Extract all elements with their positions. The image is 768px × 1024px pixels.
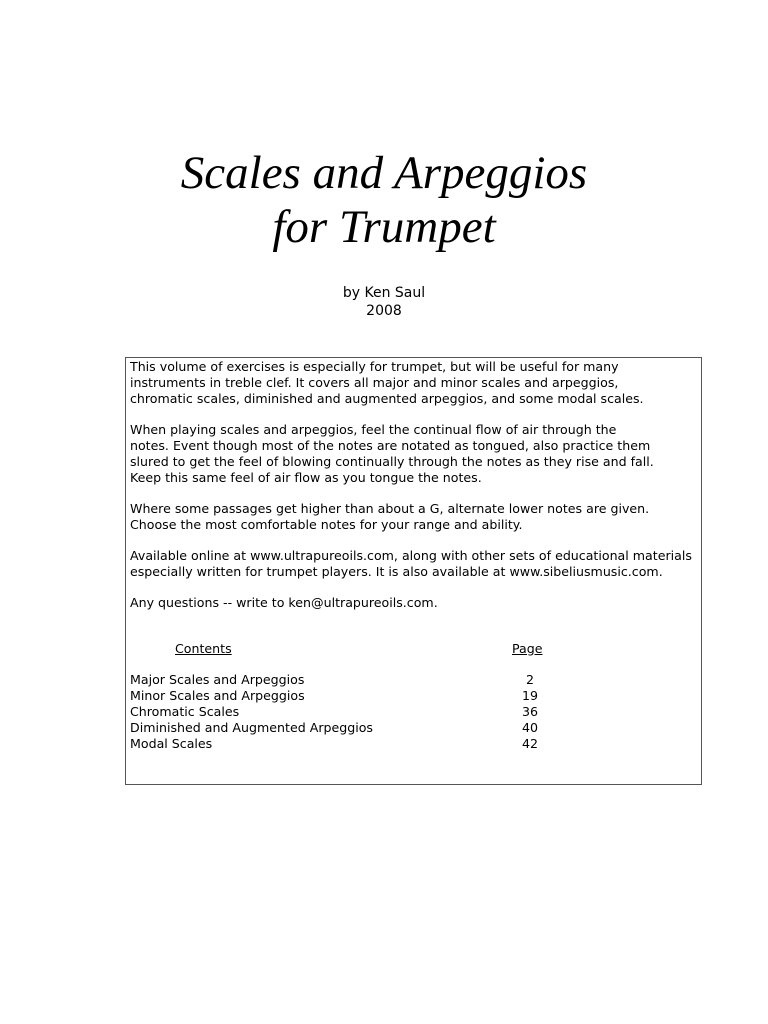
contents-header bbox=[130, 641, 701, 657]
paragraph-line: chromatic scales, diminished and augmented arpeggios, and some modal scales. bbox=[130, 391, 644, 406]
paragraph-line: slured to get the feel of blowing continually through the notes as they rise and fall. bbox=[130, 454, 654, 469]
title-line-2: for Trumpet bbox=[272, 201, 496, 253]
range-paragraph bbox=[130, 501, 701, 533]
table-of-contents bbox=[130, 641, 701, 761]
contents-entry-page: 36 bbox=[521, 704, 539, 719]
availability-paragraph bbox=[130, 548, 701, 580]
paragraph-line: Choose the most comfortable notes for your range and ability. bbox=[130, 517, 523, 532]
contents-entry-label: Major Scales and Arpeggios bbox=[130, 672, 305, 687]
author: by Ken Saul bbox=[342, 285, 426, 301]
contents-entry bbox=[130, 720, 701, 736]
paragraph-line: This volume of exercises is especially for trumpet, but will be useful for many bbox=[130, 359, 619, 374]
paragraph-line: instruments in treble clef. It covers all major and minor scales and arpeggios, bbox=[130, 375, 619, 390]
contents-entry bbox=[130, 688, 701, 704]
contents-entry-label: Chromatic Scales bbox=[130, 704, 240, 719]
paragraph-line: Available online at www.ultrapureoils.com, along with other sets of educational materials bbox=[130, 548, 692, 563]
paragraph-line: Where some passages get higher than about a G, alternate lower notes are given. bbox=[130, 501, 650, 516]
year: 2008 bbox=[366, 303, 402, 319]
paragraph-line: Keep this same feel of air flow as you tongue the notes. bbox=[130, 470, 482, 485]
title-line-1: Scales and Arpeggios bbox=[180, 147, 588, 199]
paragraph-line: notes. Event though most of the notes are notated as tongued, also practice them bbox=[130, 438, 651, 453]
intro-paragraph bbox=[130, 359, 701, 407]
contents-entry-page: 42 bbox=[521, 736, 539, 751]
airflow-paragraph bbox=[130, 422, 701, 486]
contents-entry-label: Modal Scales bbox=[130, 736, 213, 751]
paragraph-line: especially written for trumpet players. It is also available at www.sibeliusmusic.com. bbox=[130, 564, 663, 579]
contents-entry-page: 2 bbox=[525, 672, 534, 687]
paragraph-line: Any questions -- write to ken@ultrapureoils.com. bbox=[130, 595, 438, 610]
contents-entry-page: 19 bbox=[521, 688, 539, 703]
paragraph-line: When playing scales and arpeggios, feel the continual flow of air through the bbox=[130, 422, 617, 437]
contents-entry bbox=[130, 672, 701, 688]
contents-entry-label: Minor Scales and Arpeggios bbox=[130, 688, 305, 703]
contents-entry-page: 40 bbox=[521, 720, 539, 735]
questions-paragraph bbox=[130, 595, 701, 611]
info-box bbox=[125, 357, 702, 785]
document-title bbox=[0, 146, 768, 254]
contents-header-label: Contents bbox=[175, 641, 232, 656]
contents-entry bbox=[130, 736, 701, 752]
contents-entry bbox=[130, 704, 701, 720]
contents-header-page: Page bbox=[512, 641, 543, 656]
contents-entry-label: Diminished and Augmented Arpeggios bbox=[130, 720, 373, 735]
byline bbox=[0, 284, 768, 320]
